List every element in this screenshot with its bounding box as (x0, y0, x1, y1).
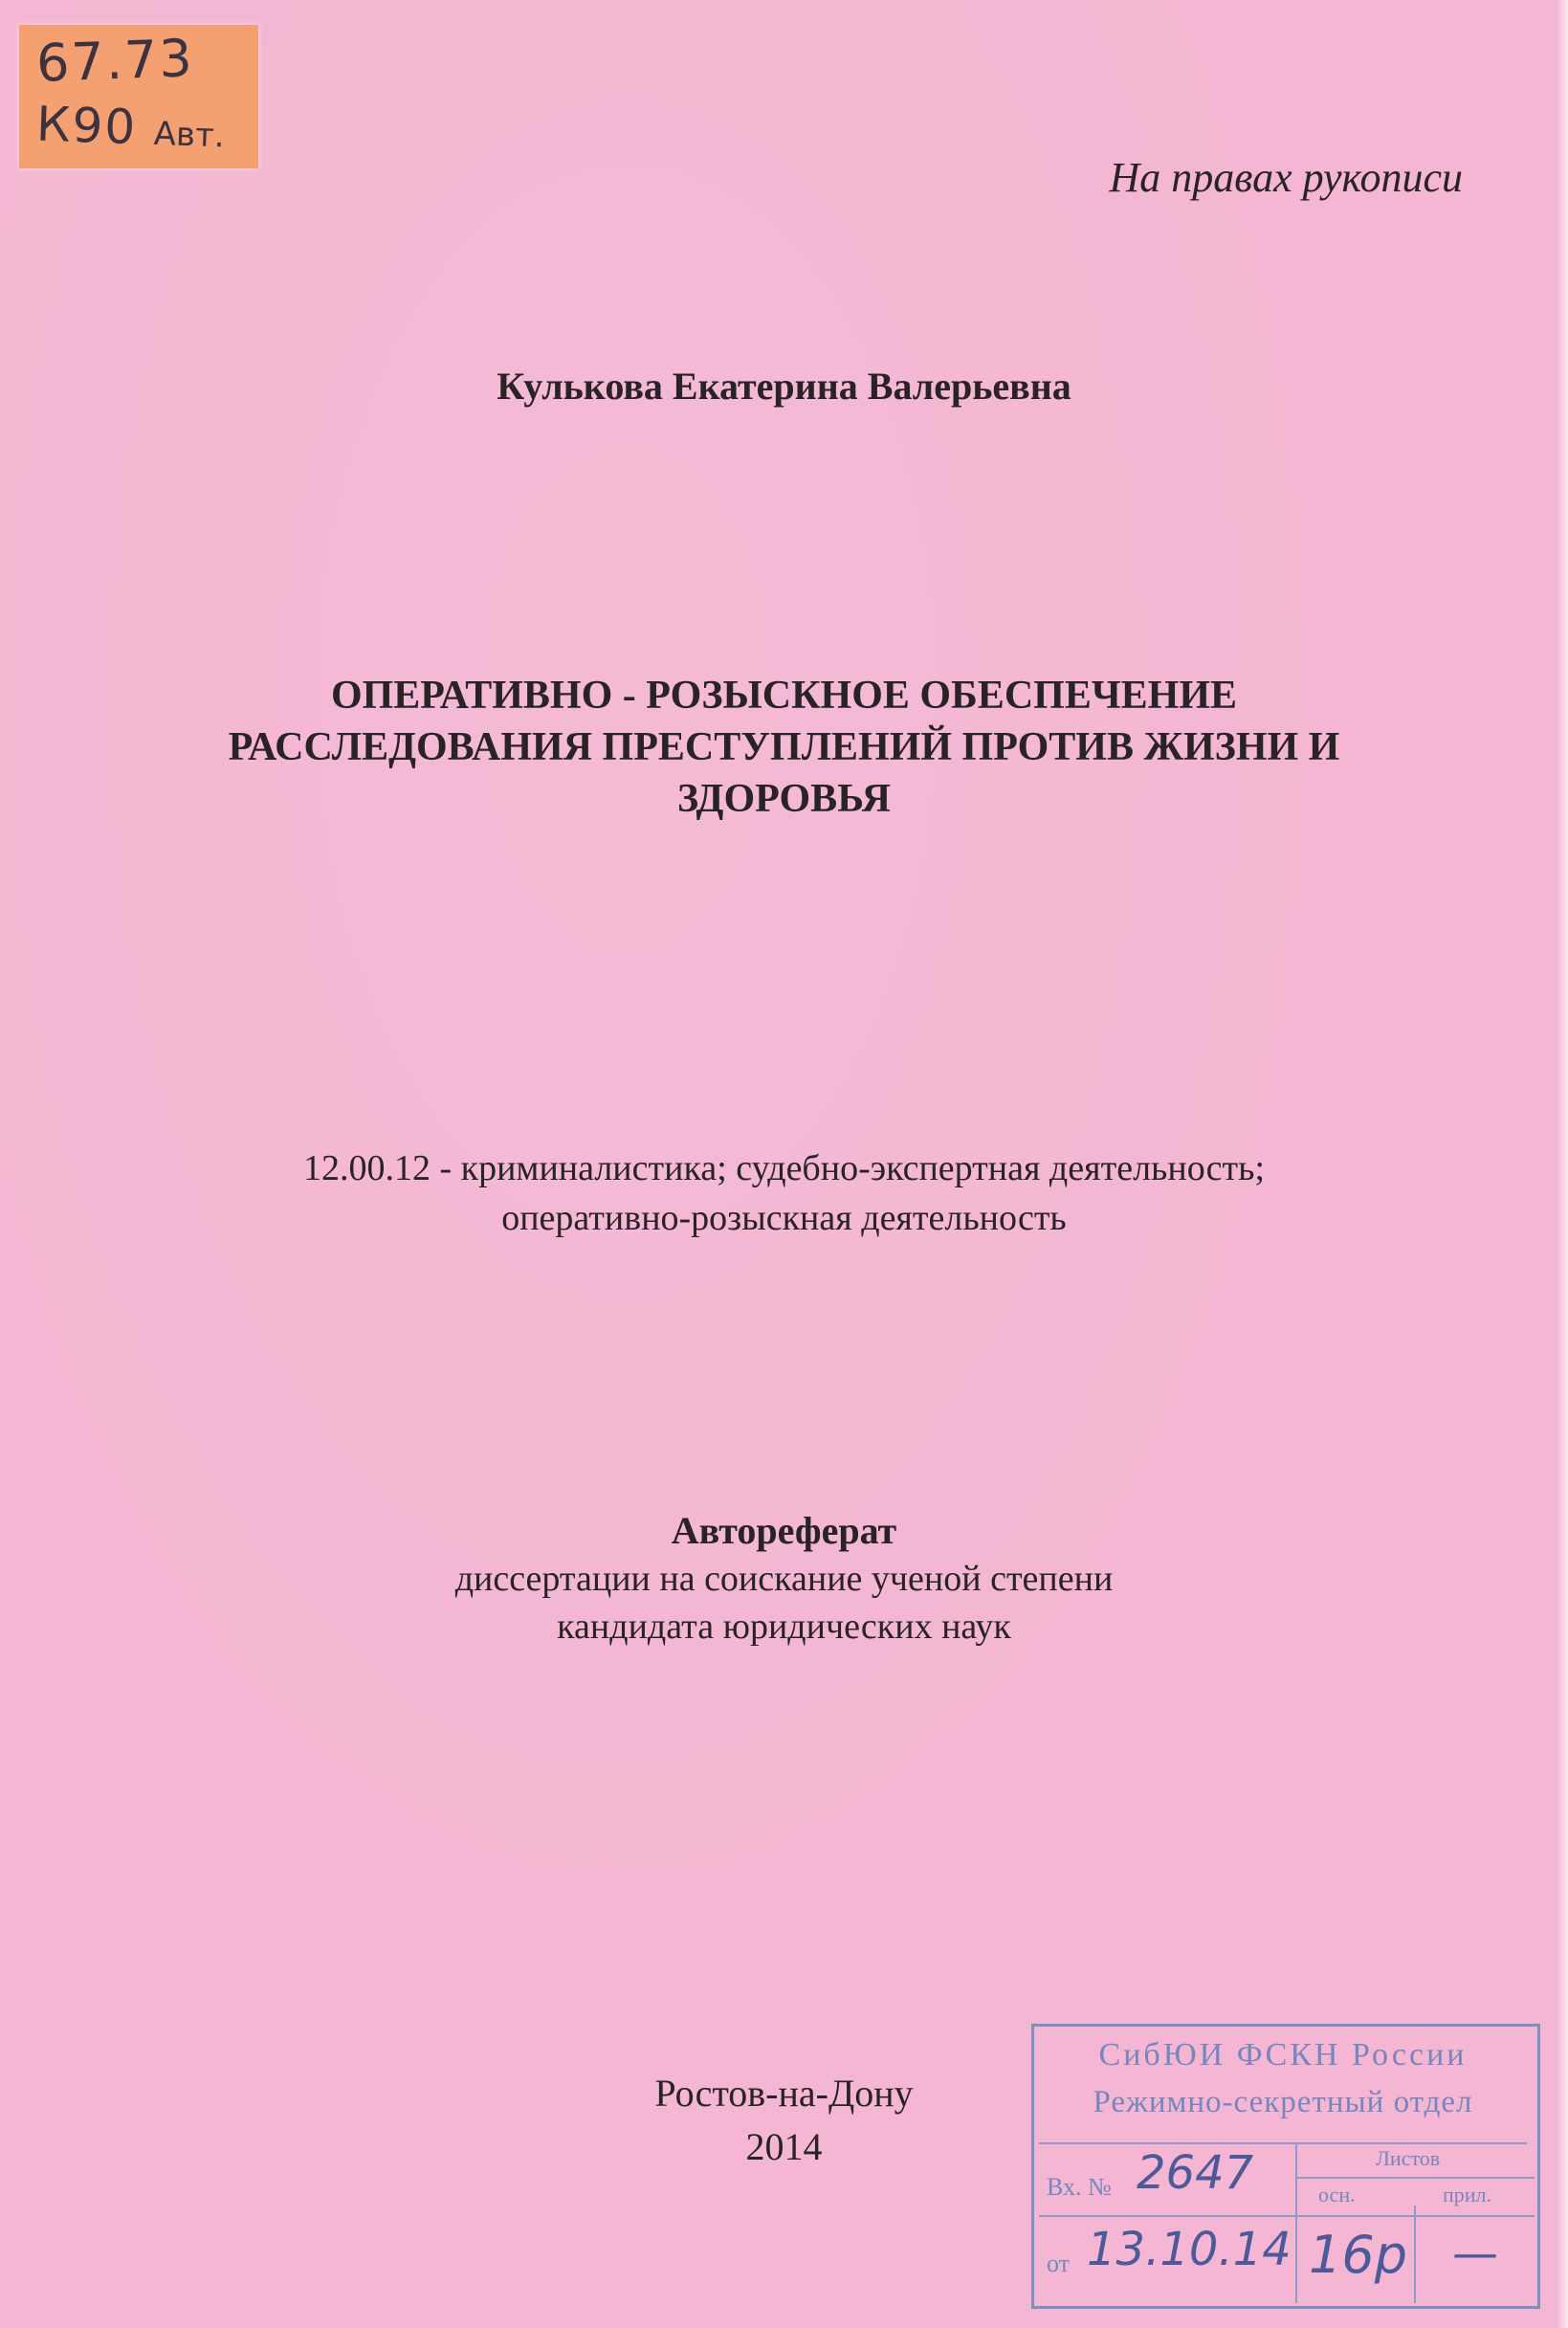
library-classification-label (19, 25, 258, 168)
title-line-1: ОПЕРАТИВНО - РОЗЫСКНОЕ ОБЕСПЕЧЕНИЕ (330, 674, 1238, 718)
library-label-line2 (35, 97, 226, 159)
stamp-appendix-sheets: — (1452, 2227, 1498, 2280)
abstract-line-1: диссертации на соискание ученой степени (454, 1559, 1114, 1599)
abstract-label: Автореферат (671, 1509, 897, 1552)
specialty-code (115, 1143, 1453, 1243)
stamp-divider (1295, 2142, 1297, 2303)
title-line-3: ЗДОРОВЬЯ (676, 777, 892, 821)
stamp-date: 13.10.14 (1087, 2223, 1292, 2276)
library-label-code: К90 (35, 96, 139, 156)
stamp-divider (1039, 2215, 1535, 2217)
library-label-suffix: Авт. (153, 114, 226, 156)
stamp-date-label: от (1047, 2250, 1071, 2277)
stamp-main-sheets: 16р (1309, 2225, 1407, 2285)
rights-notice: На правах рукописи (1109, 154, 1463, 201)
stamp-department: Режимно-секретный отдел (1093, 2085, 1473, 2119)
specialty-line-2: оперативно-розыскная деятельность (501, 1198, 1067, 1238)
abstract-block (115, 1507, 1453, 1651)
registration-stamp (1031, 2024, 1538, 2307)
stamp-divider (1295, 2177, 1535, 2179)
stamp-incoming-label: Вх. № (1047, 2173, 1112, 2201)
stamp-organization: СибЮИ ФСКН России (1098, 2037, 1468, 2073)
publication-city: Ростов-на-Дону (654, 2072, 914, 2115)
abstract-line-2: кандидата юридических наук (557, 1607, 1011, 1647)
stamp-incoming-number: 2647 (1137, 2146, 1254, 2200)
stamp-divider (1414, 2206, 1416, 2303)
library-label-line1: 67.73 (34, 28, 195, 94)
author-name: Кулькова Екатерина Валерьевна (497, 365, 1071, 408)
title-line-2: РАССЛЕДОВАНИЯ ПРЕСТУПЛЕНИЙ ПРОТИВ ЖИЗНИ И (228, 725, 1340, 769)
stamp-main-label: осн. (1318, 2183, 1356, 2206)
specialty-line-1: 12.00.12 - криминалистика; судебно-экспертная деятельность; (302, 1148, 1266, 1188)
document-title (115, 670, 1453, 825)
page-edge (1557, 0, 1568, 2328)
stamp-sheets-label: Листов (1376, 2146, 1441, 2170)
stamp-appendix-label: прил. (1443, 2183, 1492, 2206)
publication-year: 2014 (745, 2125, 823, 2168)
